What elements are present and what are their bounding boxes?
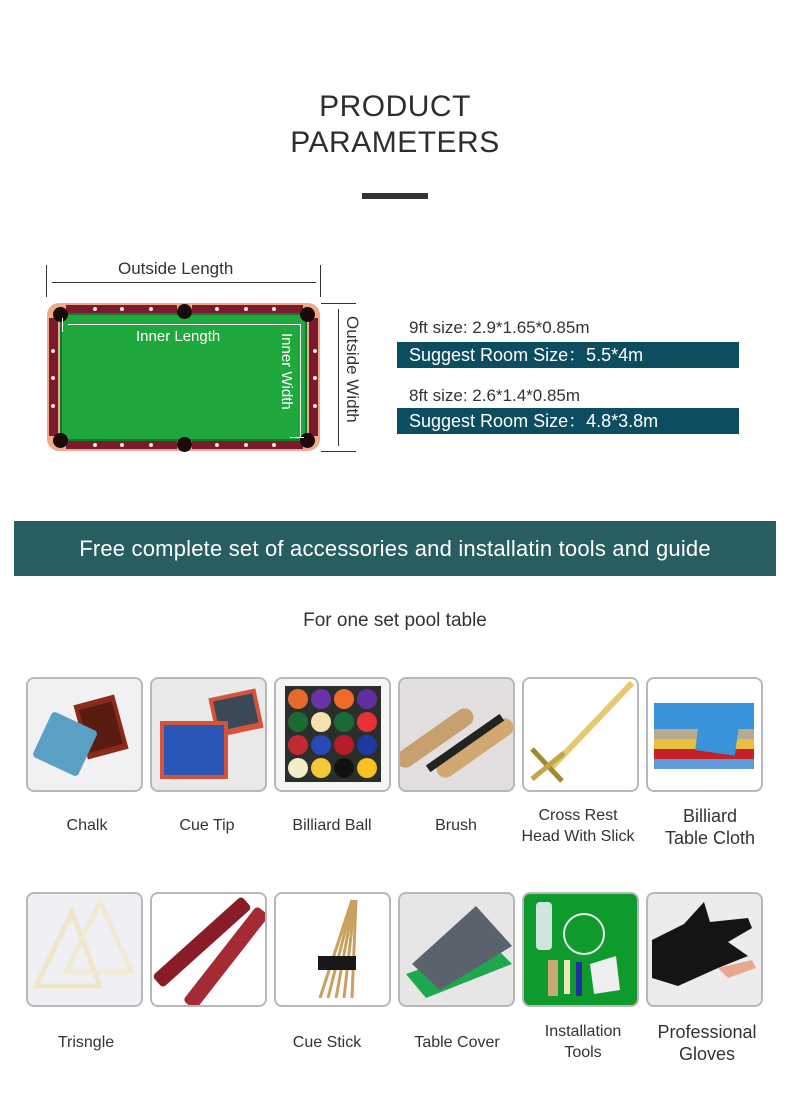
accessory-label-installation-line1: Installation [544,1023,622,1040]
pocket-icon [300,307,315,322]
cue-stick-image [274,892,391,1007]
diamond-marker [244,307,248,311]
cue-rack-image [150,892,267,1007]
diamond-marker [149,443,153,447]
dimension-tick-bottom [321,451,356,452]
accessory-label-cue-tip: Cue Tip [179,817,235,834]
title-divider [362,193,428,199]
diamond-marker [120,307,124,311]
inner-length-line [68,324,301,325]
accessory-label-table-cloth-line2: Table Cloth [664,828,756,848]
diamond-marker [51,376,55,380]
diamond-marker [215,307,219,311]
diamond-marker [313,376,317,380]
gloves-image [646,892,763,1007]
diamond-marker [51,404,55,408]
triangle-image [26,892,143,1007]
spec-8ft-size: 8ft size: 2.6*1.4*0.85m [409,386,581,405]
diamond-marker [244,443,248,447]
brush-image [398,677,515,792]
inner-width-line [300,324,301,438]
pocket-icon [300,433,315,448]
pocket-icon [53,307,68,322]
diamond-marker [93,307,97,311]
diamond-marker [93,443,97,447]
diamond-marker [51,349,55,353]
inner-tick [62,318,63,332]
pocket-icon [177,304,192,319]
cue-tip-image [150,677,267,792]
accessory-label-cue-stick: Cue Stick [292,1034,362,1051]
page-title-line2: PARAMETERS [290,126,500,159]
diamond-marker [272,307,276,311]
diamond-marker [313,349,317,353]
dimension-tick-left [46,265,47,297]
outside-width-line [338,309,339,446]
outside-length-line [52,282,316,283]
spec-9ft-size: 9ft size: 2.9*1.65*0.85m [409,318,590,337]
accessory-label-cross-rest-line2: Head With Slick [521,828,635,845]
dimension-tick-right [320,265,321,297]
pocket-icon [177,437,192,452]
billiard-ball-image [274,677,391,792]
diamond-marker [313,404,317,408]
pocket-icon [53,433,68,448]
diamond-marker [120,443,124,447]
accessories-banner: Free complete set of accessories and installatin tools and guide [14,521,776,576]
accessory-label-gloves-line2: Gloves [678,1044,736,1064]
accessory-label-gloves-line1: Professional [657,1022,757,1042]
table-cover-image [398,892,515,1007]
spec-8ft-room: Suggest Room Size：4.8*3.8m [397,408,739,434]
table-cloth-image [646,677,763,792]
accessory-label-brush: Brush [435,817,477,834]
installation-tools-image [522,892,639,1007]
accessory-label-billiard-ball: Billiard Ball [292,817,372,834]
dimension-tick-top [321,303,356,304]
outside-length-label: Outside Length [118,259,234,278]
accessory-label-table-cloth-line1: Billiard [682,806,738,826]
diamond-marker [272,443,276,447]
accessory-label-chalk: Chalk [66,817,108,834]
outside-width-label: Outside Width [343,316,362,423]
chalk-image [26,677,143,792]
inner-tick [290,437,304,438]
accessory-label-installation-line2: Tools [564,1044,602,1061]
page-title-line1: PRODUCT [319,90,471,123]
inner-length-label: Inner Length [136,328,221,345]
accessories-subtitle: For one set pool table [303,610,487,631]
cross-rest-image [522,677,639,792]
accessory-label-triangle: Trisngle [57,1034,115,1051]
inner-width-label: Inner Width [278,333,295,410]
diamond-marker [215,443,219,447]
spec-9ft-room: Suggest Room Size：5.5*4m [397,342,739,368]
accessory-label-table-cover: Table Cover [414,1034,500,1051]
diamond-marker [149,307,153,311]
accessory-label-cross-rest-line1: Cross Rest [538,807,618,824]
